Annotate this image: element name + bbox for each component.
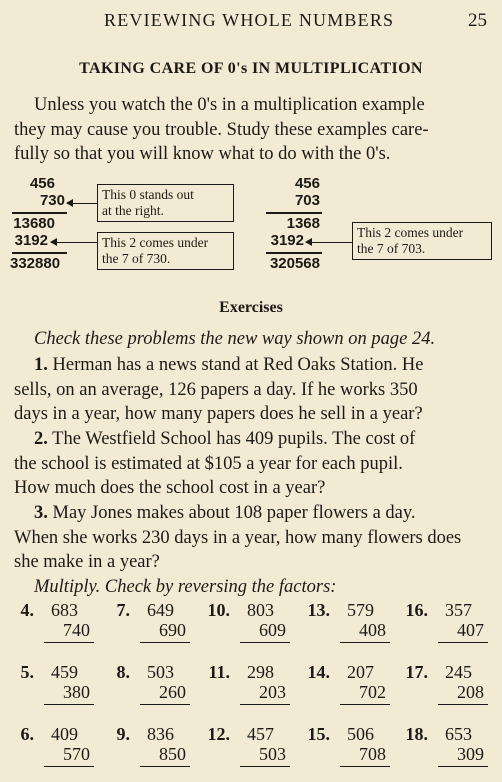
product: 332880 bbox=[10, 255, 61, 272]
rule bbox=[12, 252, 67, 254]
answer-rule bbox=[438, 766, 488, 767]
answer-rule bbox=[44, 766, 94, 767]
callout-line: the 7 of 730. bbox=[102, 251, 171, 266]
callout-line: This 2 comes under bbox=[102, 235, 209, 250]
worked-example-right bbox=[260, 176, 500, 276]
multiplicand: 503 bbox=[147, 662, 174, 682]
partial-product: 13680 bbox=[13, 215, 55, 232]
multiplier: 740 bbox=[63, 620, 90, 640]
problem bbox=[14, 353, 498, 427]
multiply-problem bbox=[200, 724, 296, 782]
multiplier: 570 bbox=[63, 744, 90, 764]
multiplier: 260 bbox=[159, 682, 186, 702]
multiply-problem bbox=[100, 600, 196, 658]
multiplier: 408 bbox=[359, 620, 386, 640]
multiply-problem bbox=[398, 600, 494, 658]
problem-line: How much does the school cost in a year? bbox=[14, 478, 326, 498]
problem-line: sells, on an average, 126 papers a day. If he works 350 bbox=[14, 379, 418, 400]
multiplicand: 357 bbox=[445, 600, 472, 620]
multiplier: 503 bbox=[259, 744, 286, 764]
answer-rule bbox=[240, 704, 290, 705]
multiplicand: 683 bbox=[51, 600, 78, 620]
multiplier: 730 bbox=[39, 192, 65, 209]
check-instruction-text: Check these problems the new way shown on page 24. bbox=[34, 329, 436, 349]
page-number: 25 bbox=[468, 10, 487, 31]
section-title: TAKING CARE OF 0's IN MULTIPLICATION bbox=[79, 60, 423, 77]
problem-number: 3. bbox=[34, 503, 48, 523]
problem bbox=[14, 501, 498, 575]
problem-line: When she works 230 days in a year, how many flowers does bbox=[14, 527, 462, 548]
multiply-problem bbox=[4, 662, 100, 720]
callout-line: the 7 of 703. bbox=[357, 241, 426, 256]
problem-number: 2. bbox=[34, 429, 48, 449]
problem-line: Herman has a news stand at Red Oaks Station. He bbox=[52, 355, 424, 375]
callout-line: This 2 comes under bbox=[357, 225, 464, 240]
problem-number: 12. bbox=[207, 724, 230, 744]
check-instruction bbox=[34, 327, 435, 352]
multiplicand: 649 bbox=[147, 600, 174, 620]
multiply-problem bbox=[4, 600, 100, 658]
answer-rule bbox=[44, 642, 94, 643]
multiplier: 380 bbox=[63, 682, 90, 702]
partial-product: 3192 bbox=[270, 232, 304, 249]
multiplicand: 456 bbox=[294, 175, 320, 192]
problem-number: 9. bbox=[116, 724, 130, 744]
answer-rule bbox=[438, 642, 488, 643]
callout-note bbox=[97, 184, 234, 222]
problem-number: 11. bbox=[208, 662, 230, 682]
problem-line: she make in a year? bbox=[14, 552, 160, 572]
answer-rule bbox=[44, 704, 94, 705]
problem-number: 1. bbox=[34, 355, 48, 375]
answer-rule bbox=[340, 766, 390, 767]
multiply-problem bbox=[4, 724, 100, 782]
multiply-problem bbox=[100, 662, 196, 720]
multiplicand: 836 bbox=[147, 724, 174, 744]
partial-product: 1368 bbox=[286, 215, 320, 232]
answer-rule bbox=[340, 704, 390, 705]
multiplicand: 653 bbox=[445, 724, 472, 744]
problem-number: 10. bbox=[207, 600, 230, 620]
multiply-problem bbox=[300, 662, 396, 720]
multiplicand: 579 bbox=[347, 600, 374, 620]
multiplier: 609 bbox=[259, 620, 286, 640]
multiply-instruction-text: Multiply. Check by reversing the factors: bbox=[34, 577, 337, 597]
multiplicand: 207 bbox=[347, 662, 374, 682]
problem-number: 14. bbox=[307, 662, 330, 682]
problem-line: May Jones makes about 108 paper flowers a day. bbox=[52, 503, 416, 523]
multiplier: 702 bbox=[359, 682, 386, 702]
multiplicand: 298 bbox=[247, 662, 274, 682]
arrow-icon bbox=[67, 203, 97, 204]
multiplicand: 803 bbox=[247, 600, 274, 620]
problem-number: 8. bbox=[116, 662, 130, 682]
callout-line: This 0 stands out bbox=[102, 187, 194, 202]
multiply-problem bbox=[398, 724, 494, 782]
problem-number: 7. bbox=[116, 600, 130, 620]
intro-line: fully so that you will know what to do with the 0's. bbox=[14, 144, 391, 164]
rule bbox=[12, 212, 67, 214]
multiplicand: 506 bbox=[347, 724, 374, 744]
rule bbox=[266, 212, 322, 214]
multiplicand: 459 bbox=[51, 662, 78, 682]
answer-rule bbox=[240, 642, 290, 643]
problem-number: 6. bbox=[20, 724, 34, 744]
answer-rule bbox=[438, 704, 488, 705]
callout-line: at the right. bbox=[102, 203, 164, 218]
problem-number: 17. bbox=[405, 662, 428, 682]
problem-number: 4. bbox=[20, 600, 34, 620]
worked-example-left bbox=[0, 176, 250, 276]
answer-rule bbox=[140, 642, 190, 643]
answer-rule bbox=[140, 766, 190, 767]
problem bbox=[14, 427, 498, 501]
answer-rule bbox=[140, 704, 190, 705]
product: 320568 bbox=[269, 255, 320, 272]
multiply-problem bbox=[300, 600, 396, 658]
arrow-icon bbox=[51, 242, 97, 243]
problem-number: 13. bbox=[307, 600, 330, 620]
running-header: REVIEWING WHOLE NUMBERS bbox=[104, 10, 395, 30]
multiplier: 703 bbox=[294, 192, 320, 209]
multiplier: 203 bbox=[259, 682, 286, 702]
problem-number: 16. bbox=[405, 600, 428, 620]
multiply-problem bbox=[200, 600, 296, 658]
multiply-problem bbox=[398, 662, 494, 720]
multiplicand: 457 bbox=[247, 724, 274, 744]
multiplicand: 456 bbox=[29, 175, 55, 192]
problem-line: The Westfield School has 409 pupils. The cost of bbox=[52, 429, 416, 449]
multiplier: 708 bbox=[359, 744, 386, 764]
partial-product: 3192 bbox=[14, 232, 48, 249]
multiplicand: 245 bbox=[445, 662, 472, 682]
multiplier: 309 bbox=[457, 744, 484, 764]
intro-line: Unless you watch the 0's in a multiplication example bbox=[34, 95, 425, 115]
intro-paragraph bbox=[14, 93, 494, 167]
multiply-problem bbox=[100, 724, 196, 782]
multiply-instruction bbox=[34, 575, 336, 600]
multiplier: 850 bbox=[159, 744, 186, 764]
problem-number: 18. bbox=[405, 724, 428, 744]
answer-rule bbox=[340, 642, 390, 643]
callout-note bbox=[97, 232, 234, 270]
problem-line: days in a year, how many papers does he sell in a year? bbox=[14, 404, 423, 424]
multiply-problem bbox=[200, 662, 296, 720]
intro-line: they may cause you trouble. Study these examples care- bbox=[14, 119, 429, 140]
exercises-heading: Exercises bbox=[219, 299, 283, 316]
drill-grid bbox=[0, 600, 502, 770]
rule bbox=[266, 252, 322, 254]
problem-line: the school is estimated at $105 a year for each pupil. bbox=[14, 453, 403, 474]
callout-note bbox=[352, 222, 492, 260]
multiplier: 407 bbox=[457, 620, 484, 640]
multiplier: 690 bbox=[159, 620, 186, 640]
multiplier: 208 bbox=[457, 682, 484, 702]
multiplicand: 409 bbox=[51, 724, 78, 744]
problem-number: 5. bbox=[20, 662, 34, 682]
arrow-icon bbox=[306, 242, 352, 243]
problem-number: 15. bbox=[307, 724, 330, 744]
answer-rule bbox=[240, 766, 290, 767]
multiply-problem bbox=[300, 724, 396, 782]
